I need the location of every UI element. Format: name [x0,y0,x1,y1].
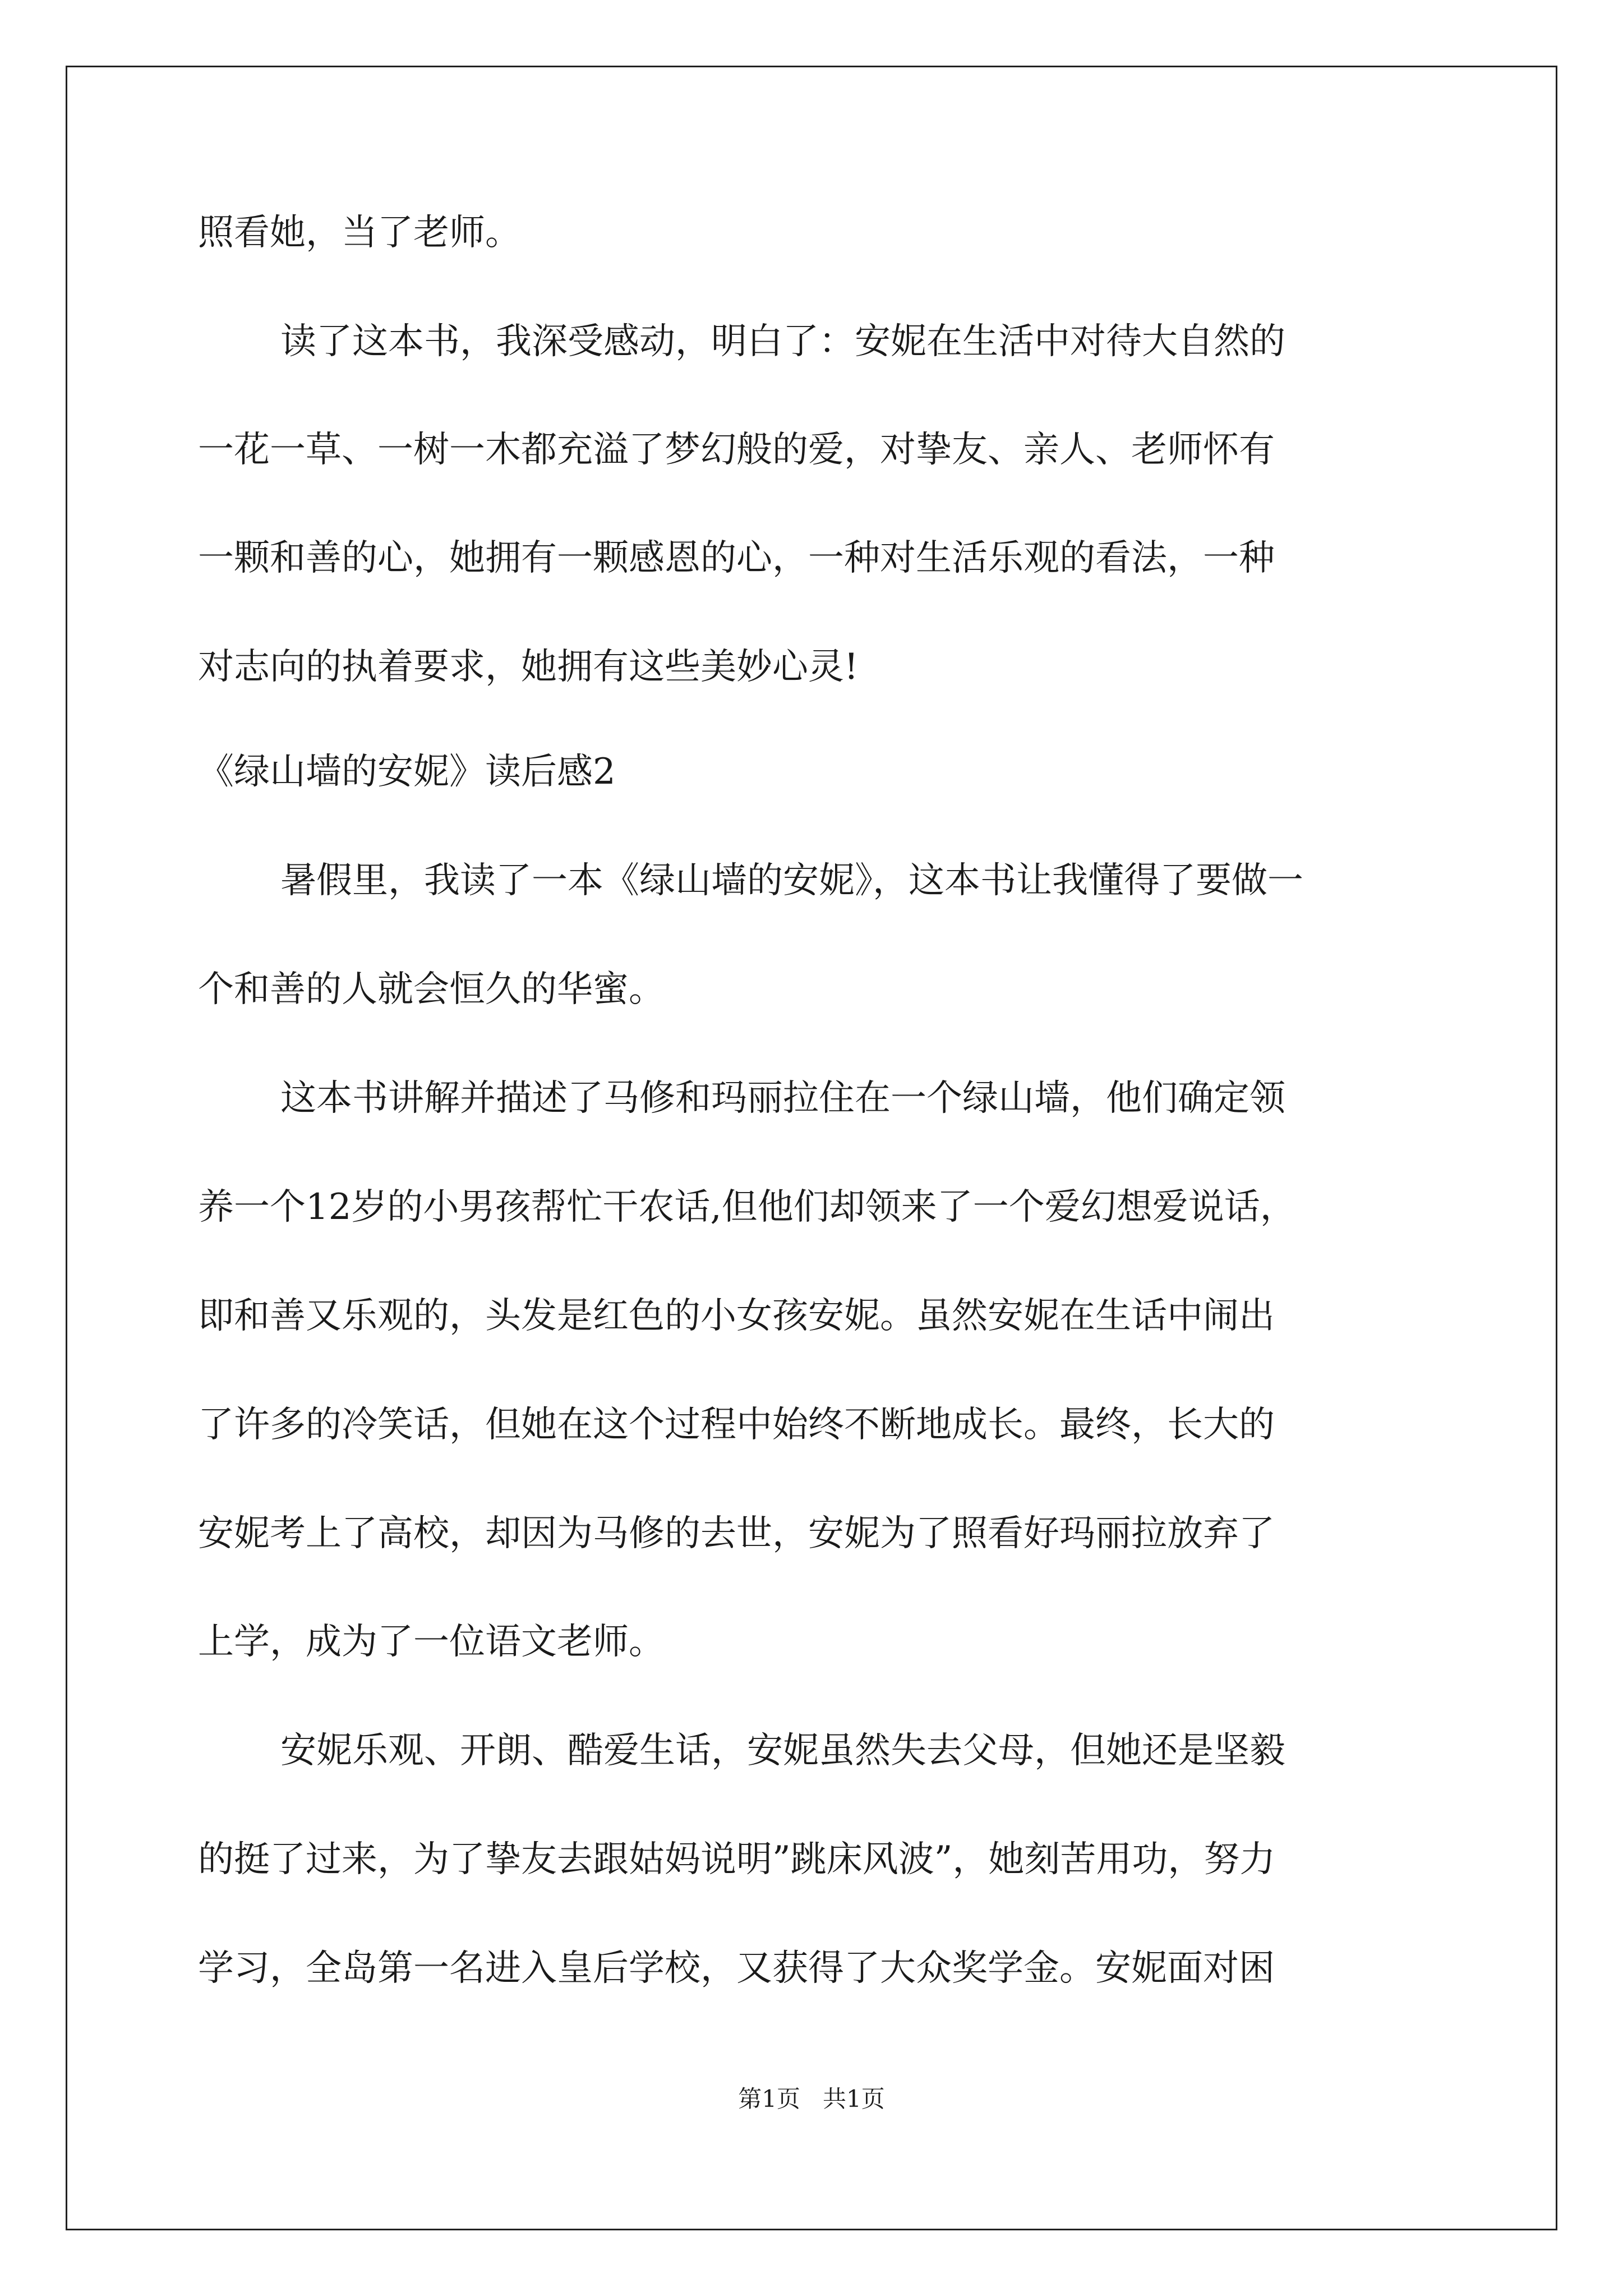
text-line: 安妮乐观、开朗、酷爱生话，安妮虽然失去父母，但她还是坚毅 [280,1730,1285,1772]
text-line: 安妮考上了高校，却因为马修的去世，安妮为了照看好玛丽拉放弃了 [198,1513,1275,1554]
text-line: 的挺了过来，为了挚友去跟姑妈说明”跳床风波”，她刻苦用功，努力 [198,1839,1276,1880]
text-line: 这本书讲解并描述了马修和玛丽拉住在一个绿山墙，他们确定领 [280,1078,1285,1119]
text-line: 对志向的执着要求，她拥有这些美妙心灵! [198,646,859,688]
text-line: 个和善的人就会恒久的华蜜。 [198,969,665,1010]
text-line: 照看她，当了老师。 [198,212,521,254]
text-line: 即和善又乐观的，头发是红色的小女孩安妮。虽然安妮在生话中闹出 [198,1295,1275,1337]
text-line: 学习，全岛第一名进入皇后学校，又获得了大众奖学金。安妮面对困 [198,1948,1275,1989]
text-line: 一花一草、一树一木都充溢了梦幻般的爱，对挚友、亲人、老师怀有 [198,429,1275,471]
text-line: 读了这本书，我深受感动，明白了：安妮在生活中对待大自然的 [280,321,1285,362]
page-footer: 第1页 共1页 [738,2085,885,2113]
text-line: 一颗和善的心，她拥有一颗感恩的心，一种对生活乐观的看法，一种 [198,537,1275,579]
text-line: 养一个12岁的小男孩帮忙干农话,但他们却领来了一个爱幻想爱说话， [198,1186,1296,1228]
text-line: 了许多的冷笑话，但她在这个过程中始终不断地成长。最终，长大的 [198,1404,1275,1446]
text-line: 暑假里，我读了一本《绿山墙的安妮》，这本书让我懂得了要做一 [280,860,1303,901]
section-heading: 《绿山墙的安妮》读后感2 [198,751,616,793]
text-line: 上学，成为了一位语文老师。 [198,1621,665,1663]
page-border [66,66,1557,2230]
